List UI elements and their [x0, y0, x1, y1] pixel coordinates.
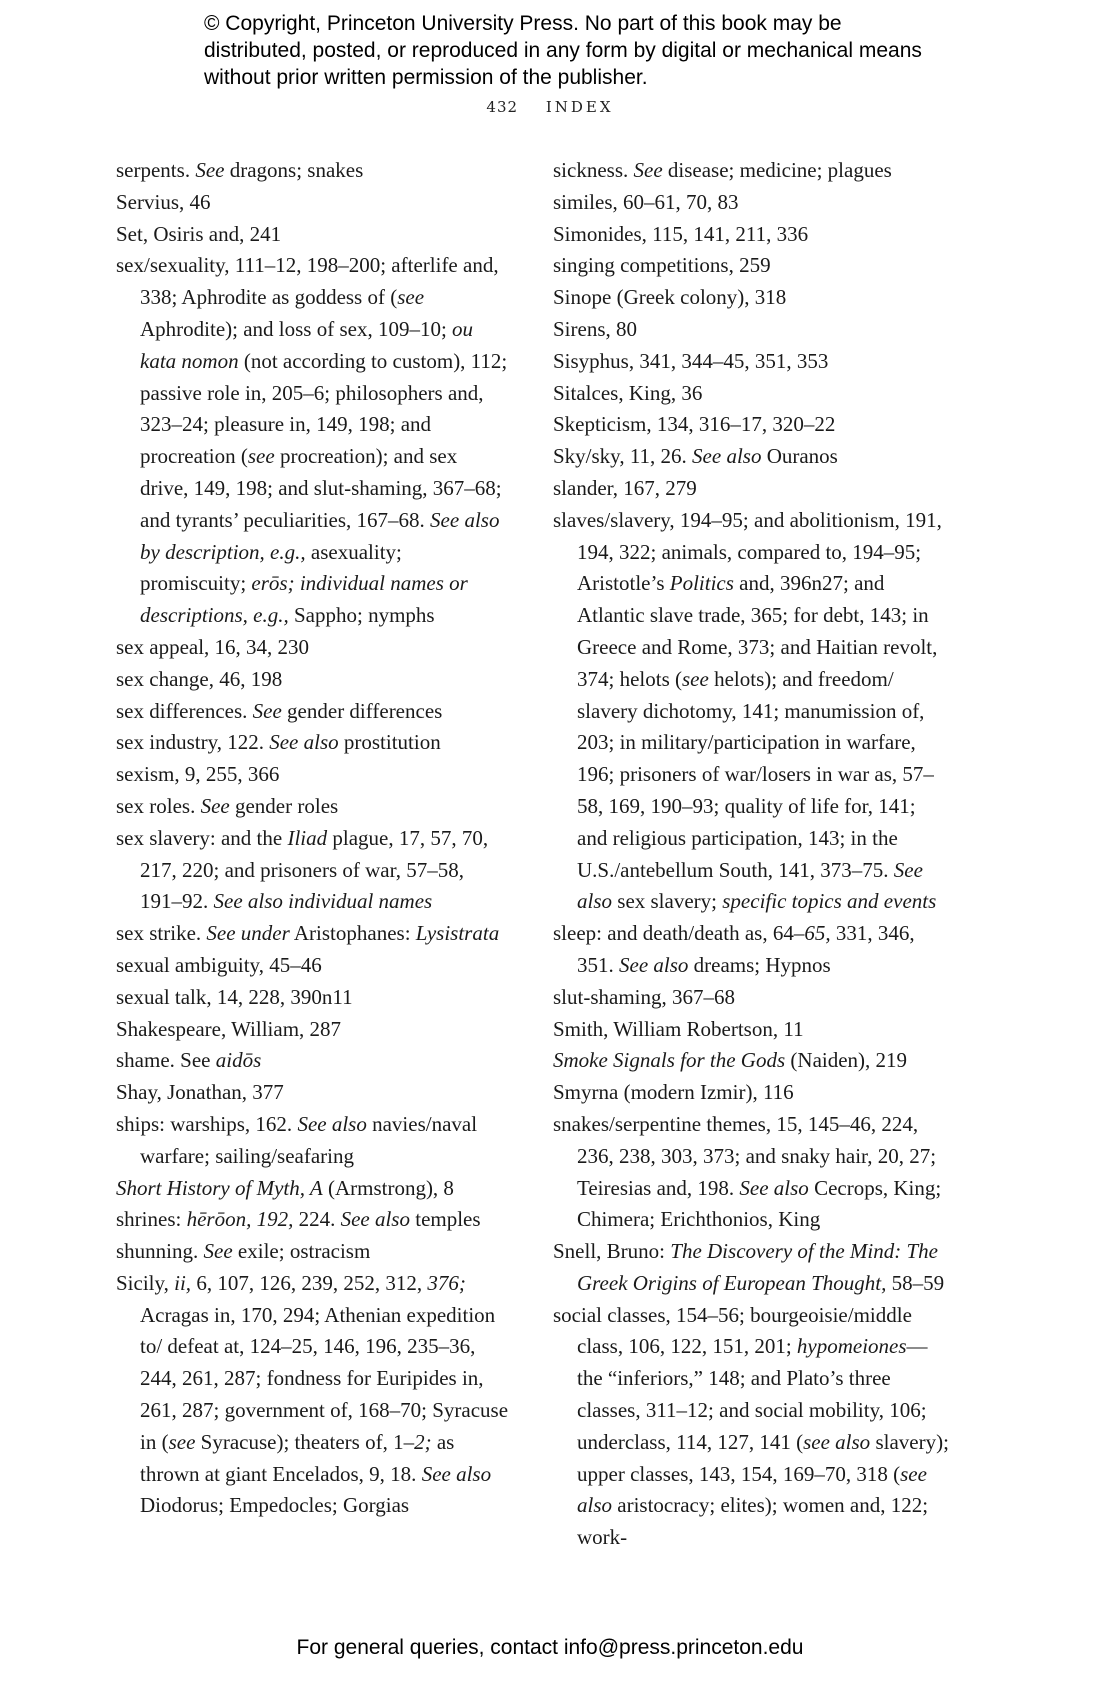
- index-column-left: [116, 155, 510, 1522]
- index-entry: Snell, Bruno: The Discovery of the Mind: The Greek Origins of European Thought, 58–59: [553, 1239, 945, 1295]
- index-entry: sex slavery: and the Iliad plague, 17, 57, 70, 217, 220; and prisoners of war, 57–58, 191–92. See also individual names: [116, 825, 489, 914]
- index-entry: Sicily, ii, 6, 107, 126, 239, 252, 312, 376; Acragas in, 170, 294; Athenian expedition to/ defeat at, 124–25, 146, 196, 235–36, 244, 261, 287; fondness for Euripides in, 261, 287; government of, 168–70; Syracuse in (see Syracuse); theaters of, 1–2; as thrown at giant Encelados, 9, 18. See also Diodorus; Empedocles; Gorgias: [116, 1270, 509, 1518]
- index-entry: Servius, 46: [116, 189, 211, 214]
- index-entry: serpents. See dragons; snakes: [116, 158, 364, 182]
- index-entry: Sky/sky, 11, 26. See also Ouranos: [553, 444, 838, 469]
- page-number: 432: [486, 98, 519, 116]
- index-entry: sexual talk, 14, 228, 390n11: [116, 984, 353, 1009]
- index-entry: sex strike. See under Aristophanes: Lysistrata: [116, 921, 500, 946]
- index-entry: similes, 60–61, 70, 83: [553, 189, 739, 214]
- index-entry: Sirens, 80: [553, 316, 637, 341]
- running-head: [0, 98, 1100, 116]
- index-entry: sexism, 9, 255, 366: [116, 762, 280, 787]
- index-entry: sexual ambiguity, 45–46: [116, 952, 322, 977]
- index-entry: sex industry, 122. See also prostitution: [116, 730, 441, 755]
- footer-contact: For general queries, contact info@press.princeton.edu: [296, 1636, 804, 1659]
- index-entry: sex change, 46, 198: [116, 666, 283, 691]
- index-entry: shame. See aidōs: [116, 1048, 262, 1073]
- index-entry: shunning. See exile; ostracism: [116, 1239, 371, 1264]
- index-column-right: [553, 155, 949, 1554]
- index-entry: Sisyphus, 341, 344–45, 351, 353: [553, 348, 829, 373]
- index-entry: sex appeal, 16, 34, 230: [116, 634, 310, 659]
- index-entry: slander, 167, 279: [553, 475, 697, 500]
- index-entry: Shay, Jonathan, 377: [116, 1080, 284, 1105]
- index-entry: sleep: and death/death as, 64–65, 331, 346, 351. See also dreams; Hypnos: [553, 921, 915, 977]
- index-entry: Shakespeare, William, 287: [116, 1016, 342, 1041]
- index-entry: slut-shaming, 367–68: [553, 984, 735, 1009]
- copyright-notice: © Copyright, Princeton University Press. No part of this book may be distributed, posted, or reproduced in any form by digital or mechanical means without prior written permission of the publisher.: [204, 12, 922, 89]
- index-entry: social classes, 154–56; bourgeoisie/middle class, 106, 122, 151, 201; hypomeiones—the “inferiors,” 148; and Plato’s three classes, 311–12; and social mobility, 106; underclass, 114, 127, 141 (see also slavery); upper classes, 143, 154, 169–70, 318 (see also aristocracy; elites); women and, 122; work-: [553, 1302, 949, 1550]
- index-entry: Sitalces, King, 36: [553, 380, 703, 405]
- index-entry: ships: warships, 162. See also navies/naval warfare; sailing/seafaring: [116, 1111, 478, 1168]
- index-entry: Short History of Myth, A (Armstrong), 8: [116, 1175, 454, 1200]
- index-entry: sex/sexuality, 111–12, 198–200; afterlife and, 338; Aphrodite as goddess of (see Aphrodite); and loss of sex, 109–10; ou kata nomon (not according to custom), 112; passive role in, 205–6; philosophers and, 323–24; pleasure in, 149, 198; and procreation (see procreation); and sex drive, 149, 198; and slut-shaming, 367–68; and tyrants’ peculiarities, 167–68. See also by description, e.g., asexuality; promiscuity; erōs; individual names or descriptions, e.g., Sappho; nymphs: [116, 253, 508, 628]
- index-entry: Skepticism, 134, 316–17, 320–22: [553, 412, 836, 437]
- section-title: INDEX: [545, 98, 614, 116]
- index-entry: slaves/slavery, 194–95; and abolitionism, 191, 194, 322; animals, compared to, 194–95; Aristotle’s Politics and, 396n27; and Atlantic slave trade, 365; for debt, 143; in Greece and Rome, 373; and Haitian revolt, 374; helots (see helots); and freedom/ slavery dichotomy, 141; manumission of, 203; in military/participation in warfare, 196; prisoners of war/losers in war as, 57–58, 169, 190–93; quality of life for, 141; and religious participation, 143; in the U.S./antebellum South, 141, 373–75. See also sex slavery; specific topics and events: [553, 507, 942, 914]
- index-entry: Smoke Signals for the Gods (Naiden), 219: [553, 1048, 908, 1073]
- index-entry: sex differences. See gender differences: [116, 698, 443, 723]
- index-entry: Set, Osiris and, 241: [116, 221, 282, 246]
- index-entry: sickness. See disease; medicine; plagues: [553, 158, 892, 182]
- index-entry: snakes/serpentine themes, 15, 145–46, 224, 236, 238, 303, 373; and snaky hair, 20, 27; Teiresias and, 198. See also Cecrops, King; Chimera; Erichthonios, King: [553, 1111, 942, 1232]
- index-entry: Simonides, 115, 141, 211, 336: [553, 221, 809, 246]
- index-entry: shrines: hērōon, 192, 224. See also temples: [116, 1207, 481, 1232]
- index-entry: sex roles. See gender roles: [116, 793, 339, 818]
- index-entry: singing competitions, 259: [553, 253, 771, 278]
- index-entry: Sinope (Greek colony), 318: [553, 285, 787, 310]
- index-entry: Smyrna (modern Izmir), 116: [553, 1080, 794, 1105]
- index-entry: Smith, William Robertson, 11: [553, 1016, 804, 1041]
